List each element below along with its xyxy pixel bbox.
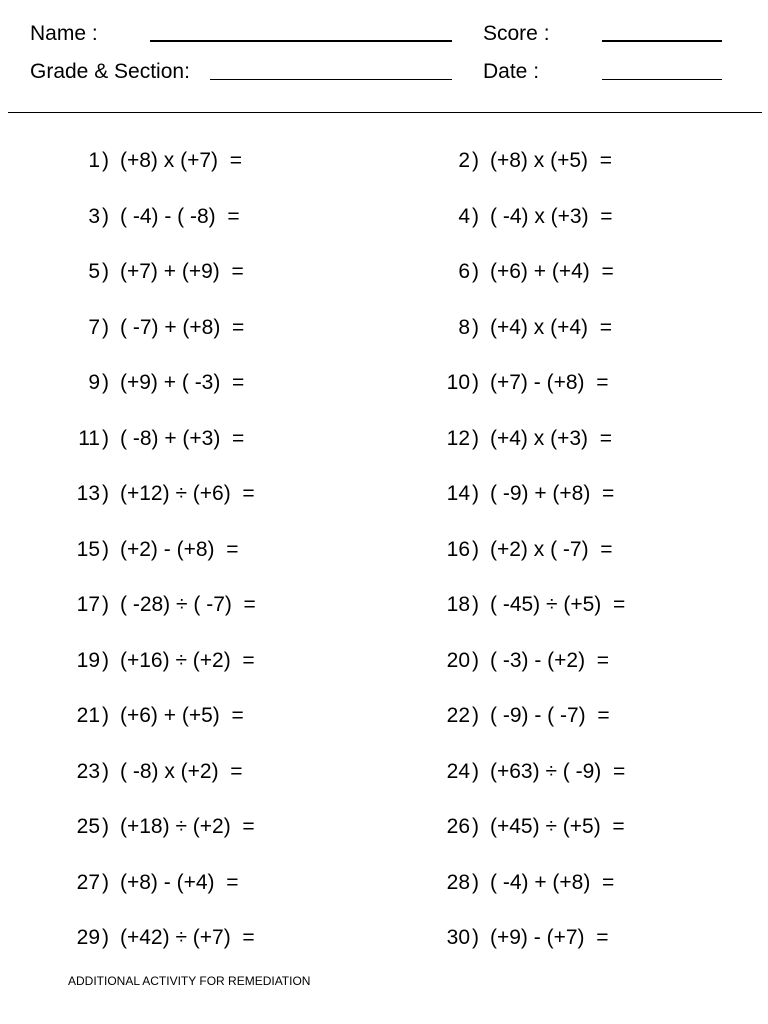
problem-number: 1 (88, 149, 100, 172)
problem-expression: (+12) ÷ (+6) = (120, 482, 255, 505)
problem-number-paren: ) (472, 649, 479, 672)
header-divider (8, 112, 762, 113)
score-label: Score : (483, 22, 550, 45)
problem-expression: ( -4) x (+3) = (490, 205, 613, 228)
score-blank (602, 40, 722, 42)
problem-number: 22 (446, 704, 470, 727)
problem-number-paren: ) (102, 649, 109, 672)
problem-number: 20 (446, 649, 470, 672)
problem-number: 7 (88, 316, 100, 339)
problem-expression: (+6) + (+5) = (120, 704, 244, 727)
problem-number: 13 (76, 482, 100, 505)
problem-number: 11 (78, 427, 100, 450)
date-label: Date : (483, 60, 540, 83)
problem-number-paren: ) (102, 593, 109, 616)
problem-number: 25 (76, 815, 100, 838)
problem-expression: (+2) - (+8) = (120, 538, 239, 561)
grade-section-label: Grade & Section: (30, 60, 190, 83)
problem-number: 14 (446, 482, 470, 505)
problem-number-paren: ) (102, 427, 109, 450)
problem-number: 6 (458, 260, 470, 283)
problem-number: 27 (76, 871, 100, 894)
problem-number-paren: ) (102, 871, 109, 894)
problem-expression: (+63) ÷ ( -9) = (490, 760, 626, 783)
problem-number: 16 (446, 538, 470, 561)
problem-expression: ( -4) + (+8) = (490, 871, 615, 894)
problem-expression: (+8) x (+7) = (120, 149, 242, 172)
problem-number-paren: ) (102, 815, 109, 838)
problem-number: 9 (88, 371, 100, 394)
problem-number: 3 (88, 205, 100, 228)
problem-expression: ( -28) ÷ ( -7) = (120, 593, 256, 616)
name-blank (150, 40, 452, 42)
problem-number-paren: ) (102, 260, 109, 283)
problem-number-paren: ) (472, 205, 479, 228)
problem-number-paren: ) (102, 926, 109, 949)
problem-expression: (+45) ÷ (+5) = (490, 815, 625, 838)
problem-number: 29 (76, 926, 100, 949)
problem-expression: (+6) + (+4) = (490, 260, 614, 283)
grade-section-blank (210, 79, 452, 80)
problem-number-paren: ) (472, 371, 479, 394)
problem-number-paren: ) (102, 316, 109, 339)
problem-expression: (+4) x (+4) = (490, 316, 612, 339)
problem-number-paren: ) (472, 593, 479, 616)
problem-expression: (+9) - (+7) = (490, 926, 609, 949)
problem-number: 23 (76, 760, 100, 783)
problem-number-paren: ) (472, 926, 479, 949)
problem-number-paren: ) (102, 149, 109, 172)
problem-number-paren: ) (102, 482, 109, 505)
problem-number: 10 (446, 371, 470, 394)
name-label: Name : (30, 22, 98, 45)
problem-expression: (+8) x (+5) = (490, 149, 612, 172)
problem-number-paren: ) (102, 371, 109, 394)
problem-number-paren: ) (472, 704, 479, 727)
problem-number: 28 (446, 871, 470, 894)
problem-expression: ( -9) - ( -7) = (490, 704, 610, 727)
problem-number-paren: ) (102, 538, 109, 561)
problem-expression: (+8) - (+4) = (120, 871, 239, 894)
problem-number: 30 (446, 926, 470, 949)
problem-number: 15 (76, 538, 100, 561)
problem-expression: ( -7) + (+8) = (120, 316, 245, 339)
problem-expression: ( -9) + (+8) = (490, 482, 615, 505)
footer-note: ADDITIONAL ACTIVITY FOR REMEDIATION (68, 974, 311, 988)
problem-number: 19 (76, 649, 100, 672)
problem-number: 5 (88, 260, 100, 283)
problem-number-paren: ) (472, 815, 479, 838)
problem-number-paren: ) (472, 260, 479, 283)
problem-expression: ( -8) + (+3) = (120, 427, 245, 450)
problem-number-paren: ) (472, 149, 479, 172)
problem-number-paren: ) (102, 704, 109, 727)
problem-number-paren: ) (472, 316, 479, 339)
problem-number-paren: ) (102, 205, 109, 228)
problem-number: 18 (446, 593, 470, 616)
problem-expression: (+42) ÷ (+7) = (120, 926, 255, 949)
problem-expression: (+16) ÷ (+2) = (120, 649, 255, 672)
problem-number: 4 (458, 205, 470, 228)
problem-expression: (+4) x (+3) = (490, 427, 612, 450)
problem-number: 12 (446, 427, 470, 450)
problem-expression: ( -4) - ( -8) = (120, 205, 240, 228)
problem-number-paren: ) (472, 871, 479, 894)
problem-number: 17 (76, 593, 100, 616)
problem-number-paren: ) (472, 760, 479, 783)
problem-number-paren: ) (472, 482, 479, 505)
problem-number: 24 (446, 760, 470, 783)
problem-expression: (+18) ÷ (+2) = (120, 815, 255, 838)
problem-number-paren: ) (472, 427, 479, 450)
problem-number: 8 (458, 316, 470, 339)
problem-number: 26 (446, 815, 470, 838)
problem-number: 2 (458, 149, 470, 172)
problem-expression: (+7) - (+8) = (490, 371, 609, 394)
problem-number-paren: ) (102, 760, 109, 783)
problem-number: 21 (76, 704, 100, 727)
date-blank (602, 79, 722, 80)
problem-expression: ( -3) - (+2) = (490, 649, 610, 672)
problem-expression: ( -8) x (+2) = (120, 760, 243, 783)
problem-number-paren: ) (472, 538, 479, 561)
problem-expression: (+2) x ( -7) = (490, 538, 613, 561)
problem-expression: (+7) + (+9) = (120, 260, 244, 283)
problem-expression: ( -45) ÷ (+5) = (490, 593, 626, 616)
problem-expression: (+9) + ( -3) = (120, 371, 245, 394)
